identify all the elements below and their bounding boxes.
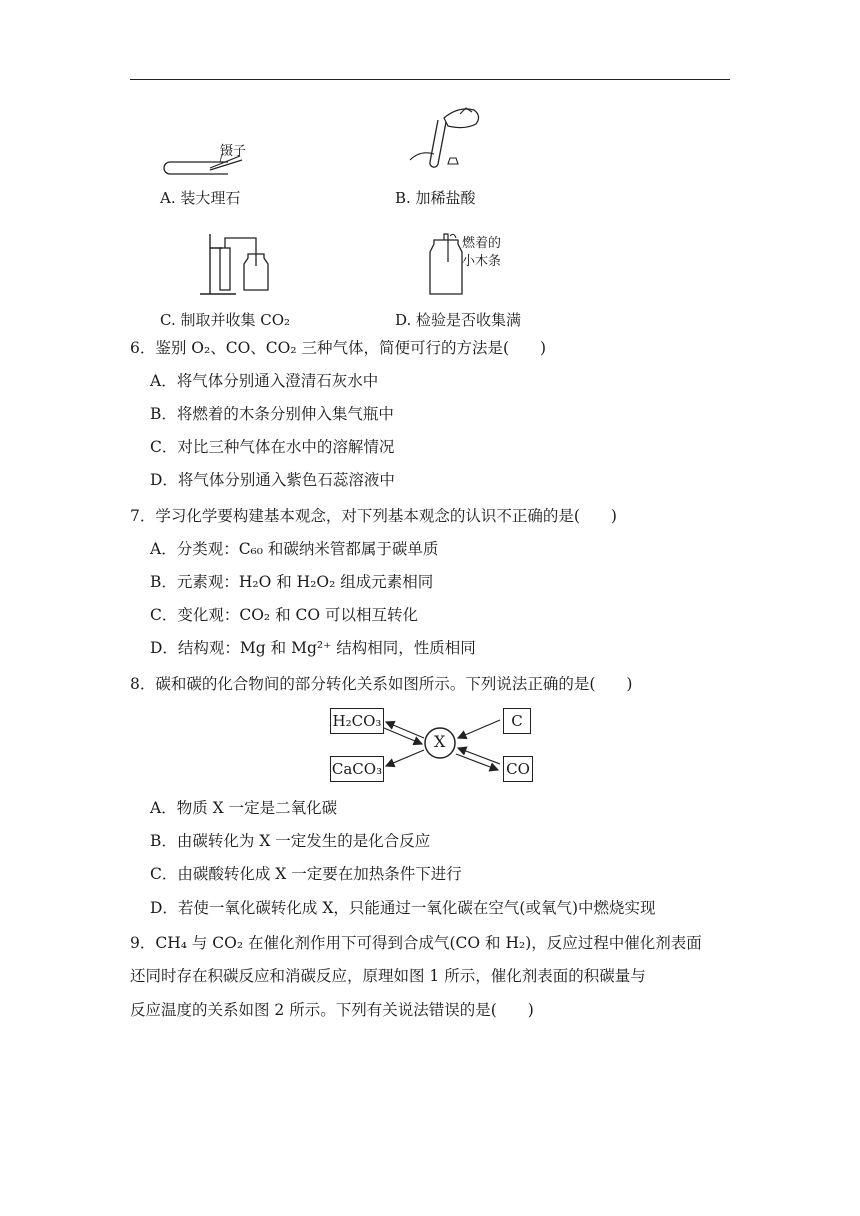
figure-d-label-line2: 小木条 xyxy=(462,254,502,269)
question-6-option-d: D．将气体分别通入紫色石蕊溶液中 xyxy=(150,471,395,489)
diagram-node-co: CO xyxy=(503,756,533,782)
question-8-option-a: A．物质 X 一定是二氧化碳 xyxy=(150,799,338,817)
question-8-option-c: C．由碳酸转化成 X 一定要在加热条件下进行 xyxy=(150,865,462,883)
question-9-line-2: 还同时存在积碳反应和消碳反应，原理如图 1 所示，催化剂表面的积碳量与 xyxy=(130,967,646,985)
diagram-node-x: X xyxy=(434,732,446,751)
question-8-stem: 8．碳和碳的化合物间的部分转化关系如图所示。下列说法正确的是( ) xyxy=(130,675,633,693)
diagram-node-c: C xyxy=(503,708,531,734)
question-7-option-b: B．元素观：H₂O 和 H₂O₂ 组成元素相同 xyxy=(150,573,434,591)
question-8-option-b: B．由碳转化为 X 一定发生的是化合反应 xyxy=(150,832,431,850)
question-7-option-d: D．结构观：Mg 和 Mg²⁺ 结构相同，性质相同 xyxy=(150,639,476,657)
figure-d-label-line1: 燃着的 xyxy=(462,236,502,251)
figure-a-caption: A. 装大理石 xyxy=(160,189,241,207)
figure-c-gas-apparatus xyxy=(196,228,276,298)
figure-c-caption: C. 制取并收集 CO₂ xyxy=(160,311,291,329)
question-8-option-d: D．若使一氧化碳转化成 X，只能通过一氧化碳在空气(或氧气)中燃烧实现 xyxy=(150,899,656,917)
question-9-line-3: 反应温度的关系如图 2 所示。下列有关说法错误的是( ) xyxy=(130,1001,534,1019)
question-6-option-c: C．对比三种气体在水中的溶解情况 xyxy=(150,438,395,456)
question-6-option-b: B．将燃着的木条分别伸入集气瓶中 xyxy=(150,405,394,423)
question-9-line-1: 9．CH₄ 与 CO₂ 在催化剂作用下可得到合成气(CO 和 H₂)，反应过程中催化剂表面 xyxy=(130,934,702,952)
question-7-option-c: C．变化观：CO₂ 和 CO 可以相互转化 xyxy=(150,606,418,624)
question-6-stem: 6．鉴别 O₂、CO、CO₂ 三种气体，简便可行的方法是( ) xyxy=(130,339,547,357)
header-rule xyxy=(130,79,730,80)
question-7-stem: 7．学习化学要构建基本观念，对下列基本观念的认识不正确的是( ) xyxy=(130,507,617,525)
figure-b-caption: B. 加稀盐酸 xyxy=(395,189,476,207)
diagram-node-h2co3: H₂CO₃ xyxy=(330,708,384,734)
question-7-option-a: A．分类观：C₆₀ 和碳纳米管都属于碳单质 xyxy=(150,540,439,558)
figure-d-caption: D. 检验是否收集满 xyxy=(395,311,522,329)
figure-a-tweezers-label: 镊子 xyxy=(220,144,247,159)
question-6-option-a: A．将气体分别通入澄清石灰水中 xyxy=(150,372,379,390)
diagram-node-caco3: CaCO₃ xyxy=(330,756,384,782)
figure-b-adding-acid xyxy=(400,100,490,180)
